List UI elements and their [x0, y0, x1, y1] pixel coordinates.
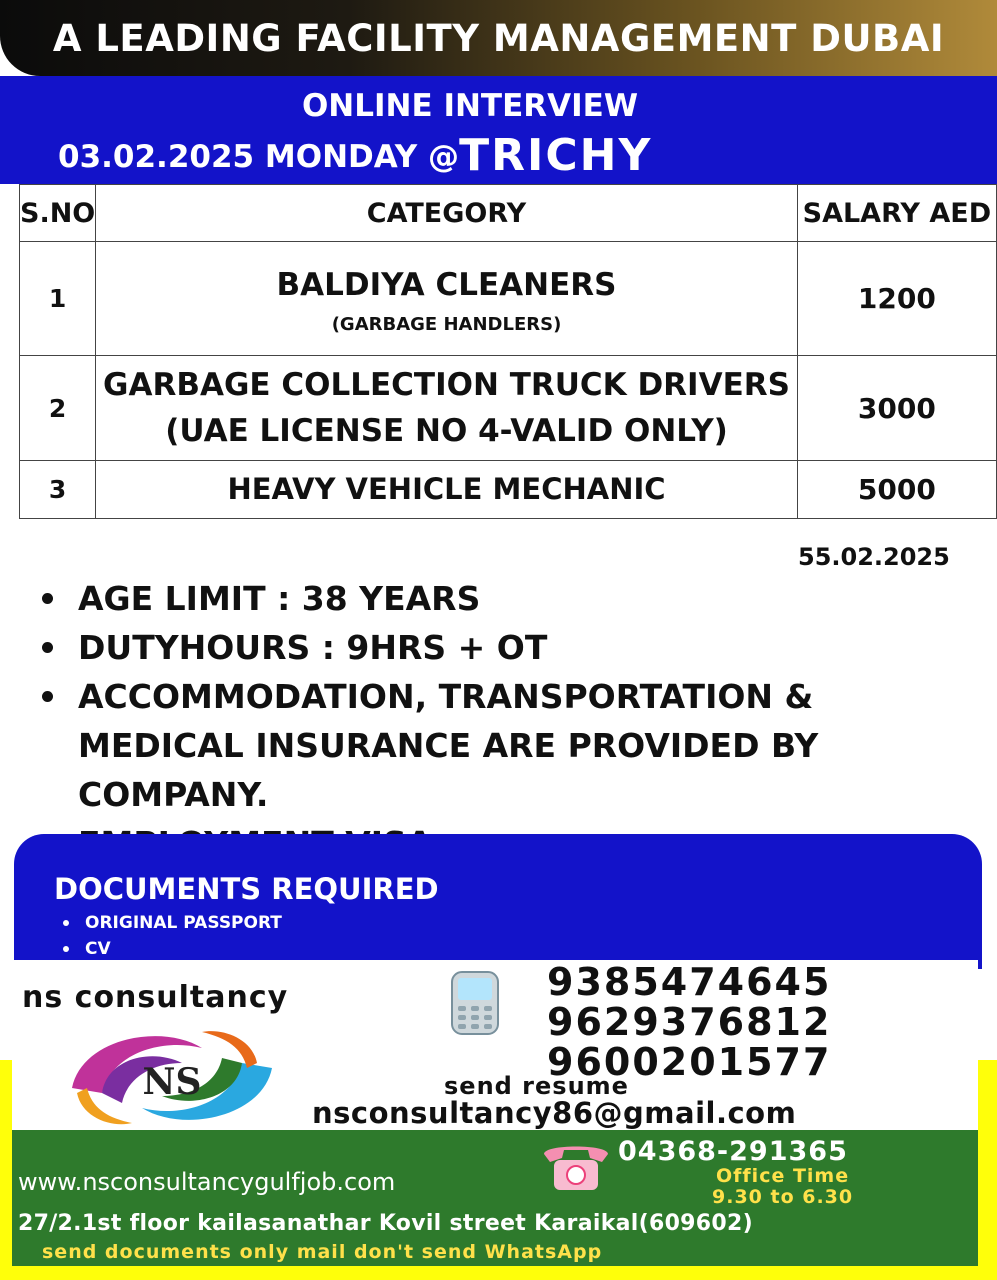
- list-item: AGE LIMIT : 38 YEARS: [40, 574, 990, 623]
- bullet-dot-icon: [42, 642, 53, 653]
- bullet-dot-icon: [42, 691, 53, 702]
- list-item: CV: [61, 936, 282, 962]
- svg-text:NS: NS: [142, 1061, 202, 1103]
- date-note: 55.02.2025: [798, 543, 950, 571]
- benefits-list: [40, 574, 990, 868]
- header-sno: S.NO: [20, 185, 96, 242]
- row-salary: 1200: [797, 242, 996, 356]
- office-time: [712, 1166, 853, 1208]
- row-salary: 5000: [797, 461, 996, 519]
- header-category: CATEGORY: [96, 185, 797, 242]
- list-item: ORIGINAL PASSPORT: [61, 910, 282, 936]
- row-sno: 2: [20, 356, 96, 461]
- list-item: DUTYHOURS : 9HRS + OT: [40, 623, 990, 672]
- row-category: HEAVY VEHICLE MECHANIC: [96, 461, 797, 519]
- ns-logo-icon: [52, 1018, 292, 1138]
- table-row: [20, 461, 997, 519]
- send-resume-label: send resume: [444, 1072, 629, 1100]
- banner-title: A LEADING FACILITY MANAGEMENT DUBAI: [52, 16, 945, 60]
- interview-date-line: [58, 130, 652, 181]
- table-header-row: [20, 185, 997, 242]
- interview-heading: ONLINE INTERVIEW: [301, 88, 639, 124]
- row-category: [96, 356, 797, 461]
- mobile-phone-icon: [448, 970, 502, 1036]
- row-salary: 3000: [797, 356, 996, 461]
- landline-number: 04368-291365: [618, 1136, 848, 1167]
- row-sno: 3: [20, 461, 96, 519]
- category-title: GARBAGE COLLECTION TRUCK DRIVERS: [103, 366, 790, 403]
- phone-number: 9629376812: [547, 1000, 832, 1044]
- documents-list: [61, 910, 282, 962]
- documents-title: DOCUMENTS REQUIRED: [54, 872, 439, 906]
- interview-city: TRICHY: [459, 130, 653, 181]
- table-row: [20, 356, 997, 461]
- top-banner: [0, 0, 997, 76]
- category-note: (GARBAGE HANDLERS): [331, 314, 562, 336]
- agency-card: [12, 960, 978, 1266]
- bullet-dot-icon: [42, 593, 53, 604]
- interview-header: [0, 76, 997, 184]
- footer-note: send documents only mail don't send WhatsApp: [42, 1241, 603, 1263]
- row-sno: 1: [20, 242, 96, 356]
- category-title: BALDIYA CLEANERS: [276, 266, 617, 303]
- address: 27/2.1st floor kailasanathar Kovil street Karaikal(609602): [18, 1211, 753, 1236]
- agency-name: ns consultancy: [22, 980, 289, 1015]
- table-row: [20, 242, 997, 356]
- list-item: ACCOMMODATION, TRANSPORTATION & MEDICAL INSURANCE ARE PROVIDED BY COMPANY.: [40, 672, 990, 819]
- office-time-label: Office Time: [716, 1165, 850, 1187]
- documents-panel: [14, 834, 982, 969]
- interview-date: 03.02.2025 MONDAY @: [58, 139, 460, 175]
- row-category: [96, 242, 797, 356]
- phone-numbers: [547, 962, 831, 1082]
- telephone-icon: [540, 1140, 612, 1194]
- email-address: nsconsultancy86@gmail.com: [312, 1096, 797, 1130]
- website-link: www.nsconsultancygulfjob.com: [18, 1168, 396, 1196]
- office-time-value: 9.30 to 6.30: [712, 1186, 854, 1208]
- header-salary: SALARY AED: [797, 185, 996, 242]
- jobs-table: [19, 184, 997, 519]
- phone-number: 9385474645: [547, 960, 832, 1004]
- phone-number: 9600201577: [547, 1040, 832, 1084]
- category-note: (UAE LICENSE NO 4-VALID ONLY): [165, 413, 728, 449]
